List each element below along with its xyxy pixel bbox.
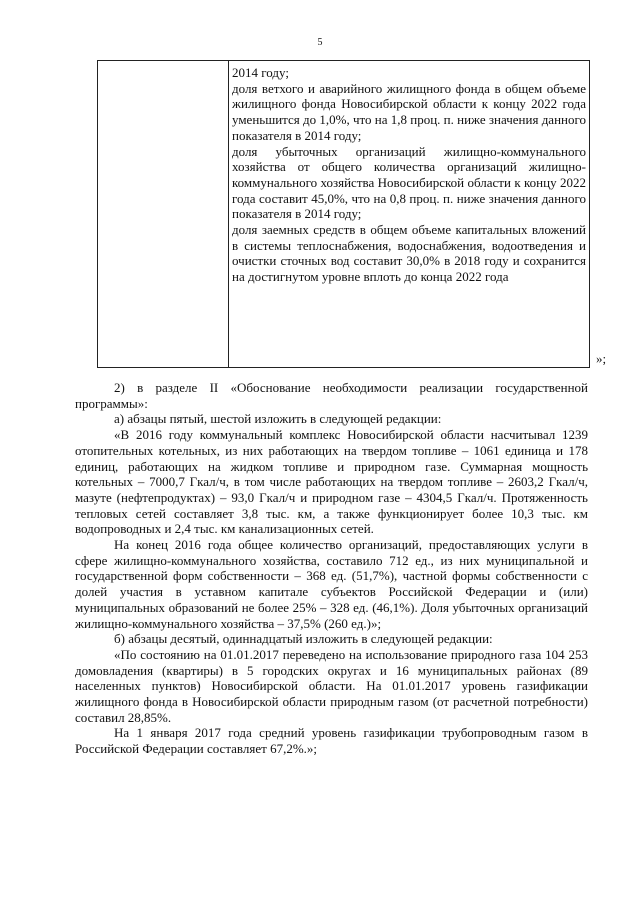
body-paragraph: б) абзацы десятый, одиннадцатый изложить в следующей редакции: — [114, 631, 493, 647]
body-paragraph: На 1 января 2017 года средний уровень газификации трубопроводным газом в Российской Федерации составляет 67,2%.»; — [75, 725, 588, 757]
table-cell-line: 2014 году; — [232, 65, 289, 80]
table-cell-line: доля убыточных организаций жилищно-коммунального хозяйства от общего количества организаций жилищно-коммунального хозяйства Новосибирской области к концу 2022 года составит 45,0%, что на 0,8 проц. п. ниже значения данного показателя в 2014 году; — [232, 143, 586, 222]
table-cell-indicators — [232, 65, 586, 285]
body-paragraph: На конец 2016 года общее количество организаций, предоставляющих услуги в сфере жилищно-коммунального хозяйства, составило 712 ед., из них муниципальной и государственной форм собственности – 368 ед. (51,7%), частной формы собственности с долей участия в уставном капитале субъектов Российской Федерации и (или) муниципальных образований не более 25% – 328 ед. (46,1%). Доля убыточных организаций жилищно-коммунального хозяйства – 37,5% (260 ед.)»; — [75, 537, 588, 631]
table-column-divider — [228, 61, 229, 367]
body-paragraph: «По состоянию на 01.01.2017 переведено на использование природного газа 104 253 домовладения (квартиры) в 5 городских округах и 16 муниципальных районах (89 населенных пунктов) Новосибирской области. На 01.01.2017 уровень газификации жилищного фонда в Новосибирской области природным газом (от расчетной потребности) составил 28,85%. — [75, 646, 588, 725]
table-cell-line: доля ветхого и аварийного жилищного фонда в общем объеме жилищного фонда Новосибирской области к концу 2022 года уменьшится до 1,0%, что на 1,8 проц. п. ниже значения данного показателя в 2014 году; — [232, 80, 586, 143]
table-cell-line: доля заемных средств в общем объеме капитальных вложений в системы теплоснабжения, водоснабжения, водоотведения и очистки сточных вод составит 30,0% в 2018 году и сохранится на достигнутом уровне вплоть до конца 2022 года — [232, 222, 586, 285]
page-number: 5 — [317, 37, 323, 48]
document-body — [75, 380, 588, 757]
table-close-quote: »; — [596, 351, 607, 366]
body-paragraph: 2) в разделе II «Обоснование необходимости реализации государственной программы»: — [75, 380, 588, 411]
continuation-table — [97, 60, 590, 368]
body-paragraph: а) абзацы пятый, шестой изложить в следующей редакции: — [114, 411, 442, 427]
body-paragraph: «В 2016 году коммунальный комплекс Новосибирской области насчитывал 1239 отопительных котельных, из них работающих на твердом топливе – 1061 единица и 178 единиц, работающих на жидком топливе и природном газе. Суммарная мощность котельных – 7000,7 Гкал/ч, в том числе работающих на твердом топливе – 2603,2 Гкал/ч, мазуте (нефтепродуктах) – 93,0 Гкал/ч и природном газе – 4304,5 Гкал/ч. Протяженность тепловых сетей составляет 3,8 тыс. км, а также функционирует более 10,3 тыс. км водопроводных и 2,4 тыс. км канализационных сетей. — [75, 427, 588, 537]
